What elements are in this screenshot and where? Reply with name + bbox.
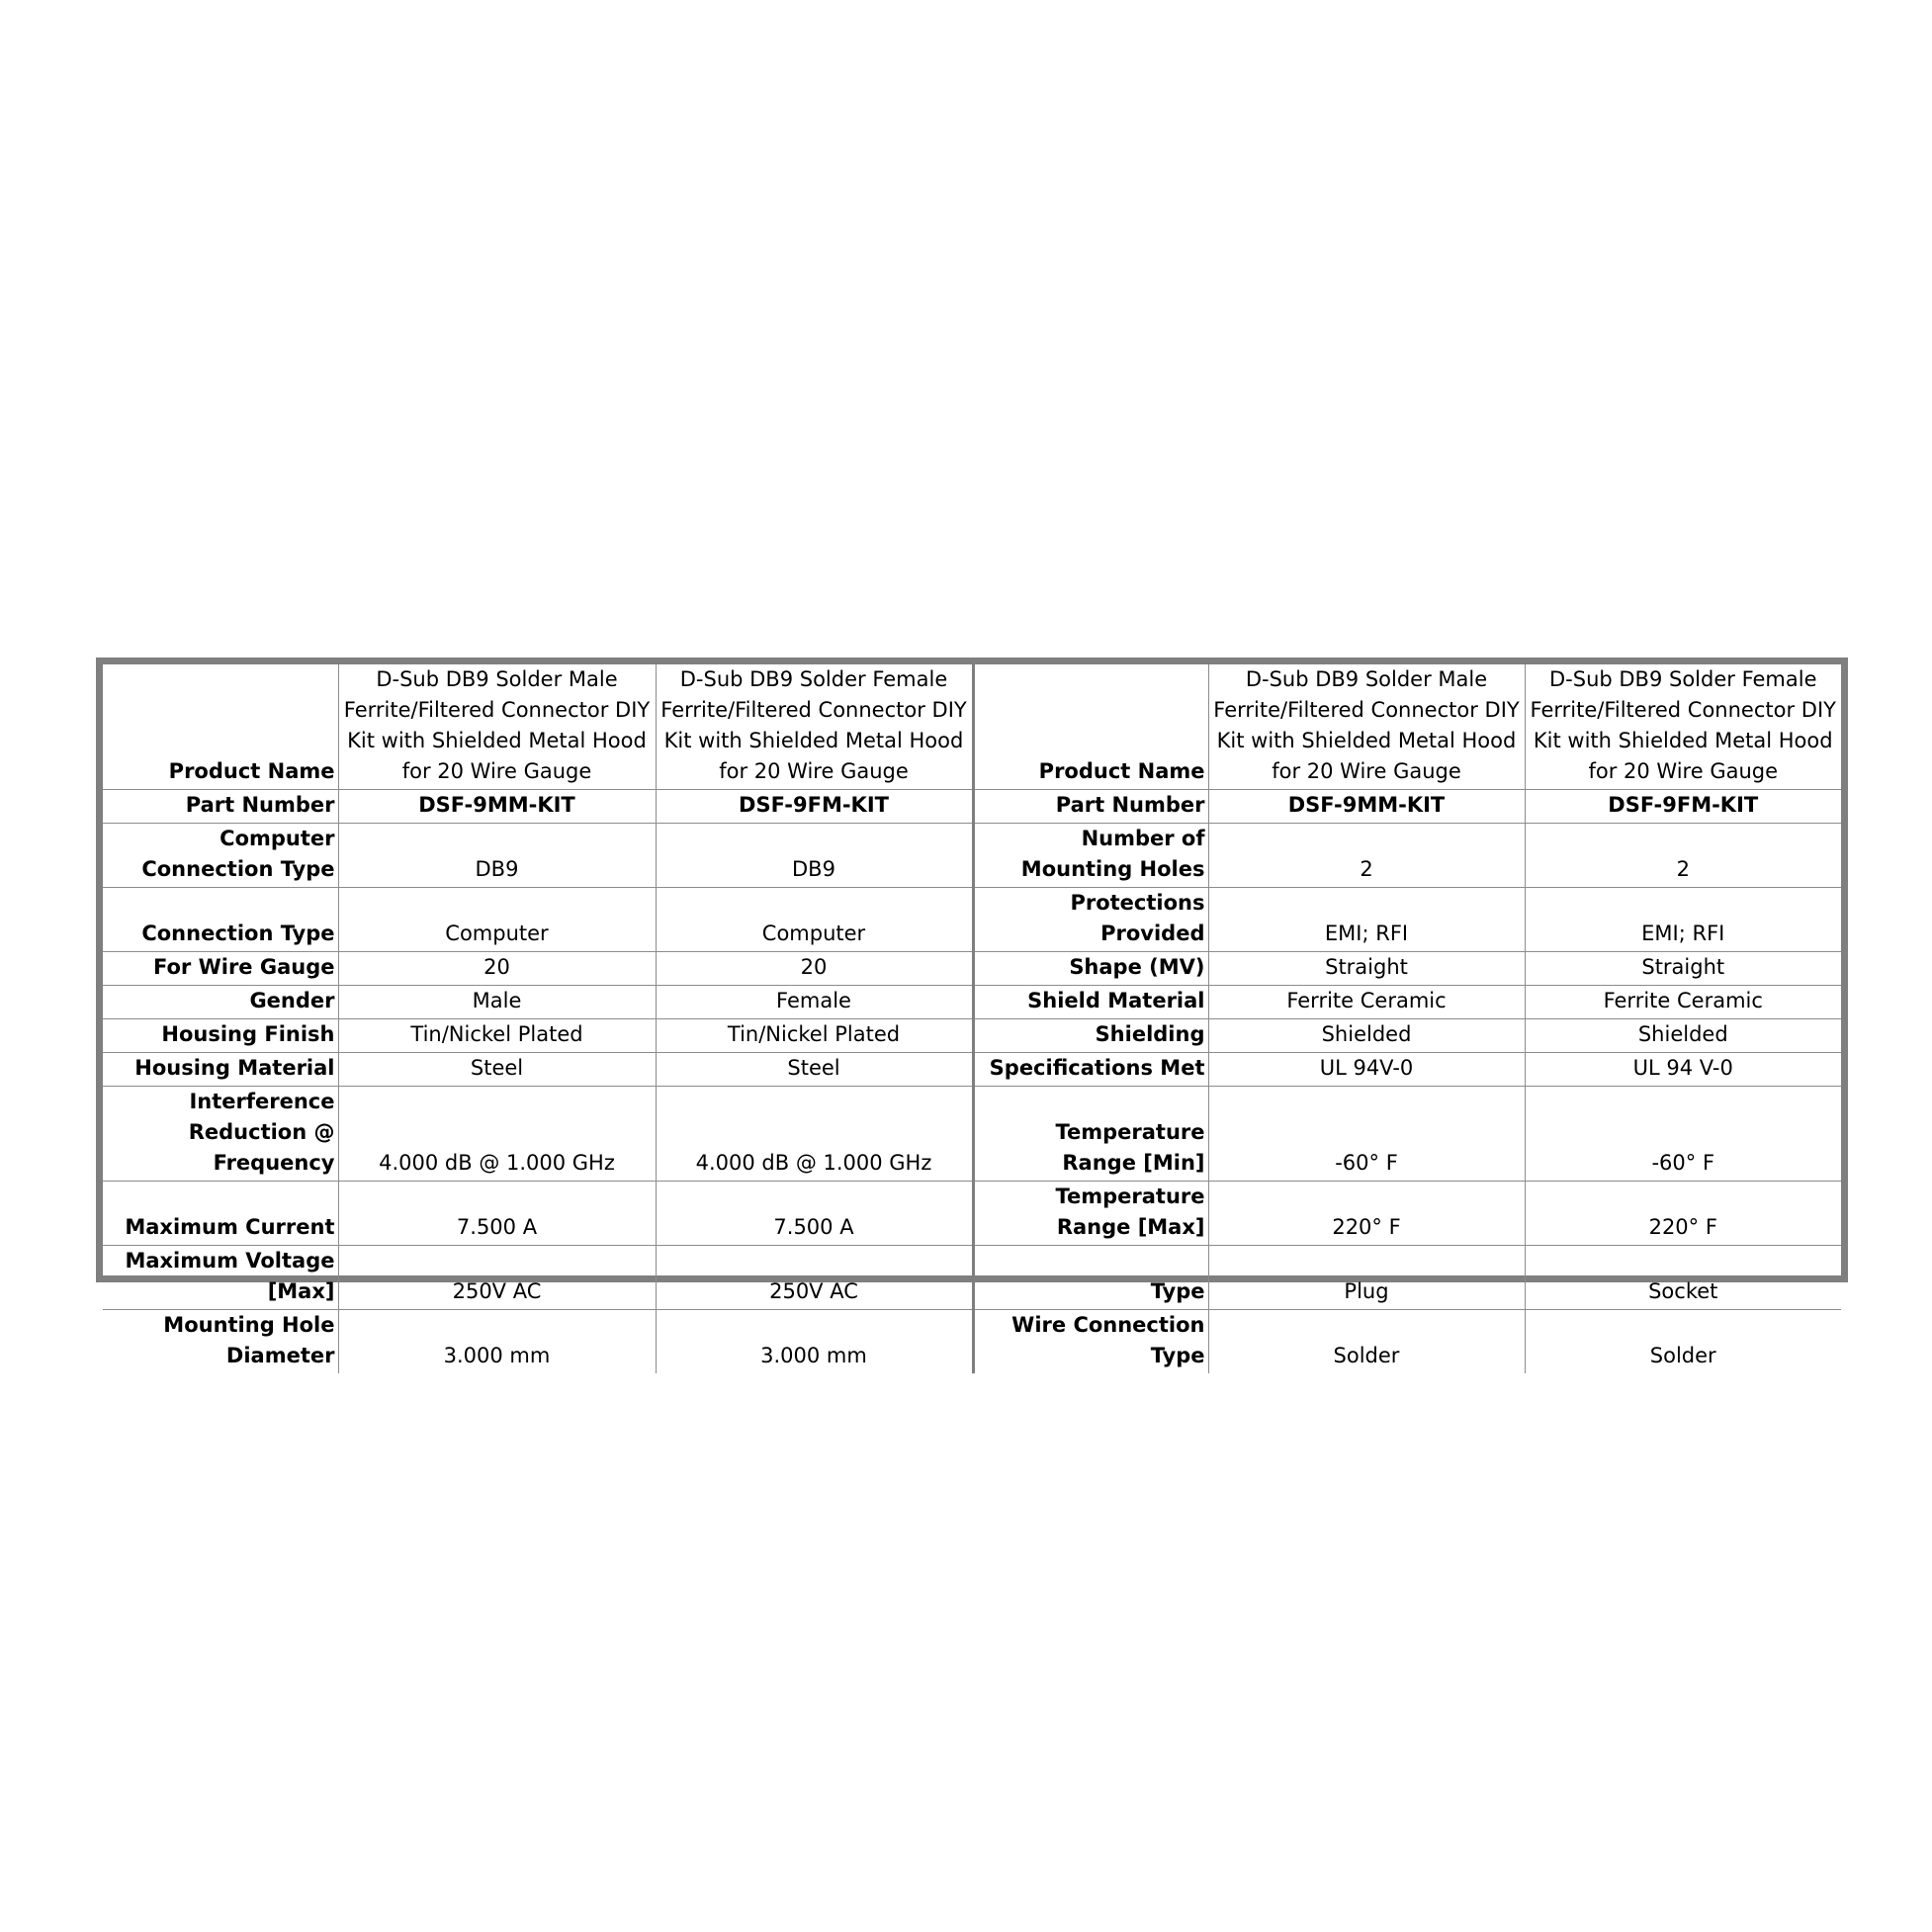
right-value-female: Socket: [1525, 1246, 1841, 1310]
right-label: Temperature Range [Max]: [973, 1182, 1208, 1246]
right-value-male: Ferrite Ceramic: [1208, 986, 1525, 1019]
right-value-female: D-Sub DB9 Solder Female Ferrite/Filtered Connector DIY Kit with Shielded Metal Hood for 20 Wire Gauge: [1525, 664, 1841, 790]
right-label: Type: [973, 1246, 1208, 1310]
left-label: Housing Finish: [103, 1019, 338, 1053]
right-value-male: Shielded: [1208, 1019, 1525, 1053]
right-label: Shape (MV): [973, 952, 1208, 986]
right-value-male: D-Sub DB9 Solder Male Ferrite/Filtered Connector DIY Kit with Shielded Metal Hood for 20 Wire Gauge: [1208, 664, 1525, 790]
right-value-male: UL 94V-0: [1208, 1053, 1525, 1087]
right-label: Number of Mounting Holes: [973, 824, 1208, 888]
row-product-name: [103, 664, 1841, 790]
right-value-female: EMI; RFI: [1525, 888, 1841, 952]
row-spec: [103, 824, 1841, 888]
right-value-male: -60° F: [1208, 1087, 1525, 1182]
right-value-female: Straight: [1525, 952, 1841, 986]
right-value-female: 220° F: [1525, 1182, 1841, 1246]
row-spec: [103, 1182, 1841, 1246]
left-label: Housing Material: [103, 1053, 338, 1087]
right-value-male: 220° F: [1208, 1182, 1525, 1246]
left-label: Product Name: [103, 664, 338, 790]
right-value-male: Straight: [1208, 952, 1525, 986]
row-spec: [103, 888, 1841, 952]
left-value-female: Steel: [656, 1053, 973, 1087]
left-label: Maximum Voltage [Max]: [103, 1246, 338, 1310]
left-value-female: 3.000 mm: [656, 1310, 973, 1374]
right-label: Part Number: [973, 790, 1208, 824]
row-spec: [103, 1087, 1841, 1182]
left-label: Maximum Current: [103, 1182, 338, 1246]
left-value-female: DB9: [656, 824, 973, 888]
left-value-male: 20: [338, 952, 656, 986]
left-value-male: DB9: [338, 824, 656, 888]
left-value-male: 3.000 mm: [338, 1310, 656, 1374]
left-value-male: Tin/Nickel Plated: [338, 1019, 656, 1053]
right-label: Temperature Range [Min]: [973, 1087, 1208, 1182]
row-spec: [103, 1310, 1841, 1374]
left-value-female: Computer: [656, 888, 973, 952]
left-value-female: DSF-9FM-KIT: [656, 790, 973, 824]
right-label: Shield Material: [973, 986, 1208, 1019]
left-value-male: 4.000 dB @ 1.000 GHz: [338, 1087, 656, 1182]
left-value-male: 7.500 A: [338, 1182, 656, 1246]
row-spec: [103, 1246, 1841, 1310]
right-value-female: Ferrite Ceramic: [1525, 986, 1841, 1019]
left-label: Connection Type: [103, 888, 338, 952]
row-spec: [103, 986, 1841, 1019]
left-value-female: 250V AC: [656, 1246, 973, 1310]
left-label: Gender: [103, 986, 338, 1019]
right-value-female: UL 94 V-0: [1525, 1053, 1841, 1087]
right-value-male: 2: [1208, 824, 1525, 888]
right-value-male: EMI; RFI: [1208, 888, 1525, 952]
left-label: Part Number: [103, 790, 338, 824]
left-value-female: D-Sub DB9 Solder Female Ferrite/Filtered Connector DIY Kit with Shielded Metal Hood for 20 Wire Gauge: [656, 664, 973, 790]
left-value-male: D-Sub DB9 Solder Male Ferrite/Filtered Connector DIY Kit with Shielded Metal Hood for 20 Wire Gauge: [338, 664, 656, 790]
left-label: Interference Reduction @ Frequency: [103, 1087, 338, 1182]
right-value-female: Solder: [1525, 1310, 1841, 1374]
right-value-female: -60° F: [1525, 1087, 1841, 1182]
spec-table-frame: [96, 658, 1848, 1367]
left-label: Computer Connection Type: [103, 824, 338, 888]
row-part-number: [103, 790, 1841, 824]
row-spec: [103, 1019, 1841, 1053]
right-label: Shielding: [973, 1019, 1208, 1053]
left-value-female: 4.000 dB @ 1.000 GHz: [656, 1087, 973, 1182]
left-label: For Wire Gauge: [103, 952, 338, 986]
right-label: Specifications Met: [973, 1053, 1208, 1087]
right-value-female: DSF-9FM-KIT: [1525, 790, 1841, 824]
right-label: Wire Connection Type: [973, 1310, 1208, 1374]
right-value-male: DSF-9MM-KIT: [1208, 790, 1525, 824]
left-value-female: 20: [656, 952, 973, 986]
spec-table: [103, 664, 1841, 1373]
right-label: Product Name: [973, 664, 1208, 790]
left-value-male: DSF-9MM-KIT: [338, 790, 656, 824]
left-value-male: Steel: [338, 1053, 656, 1087]
left-value-female: Tin/Nickel Plated: [656, 1019, 973, 1053]
left-value-male: Male: [338, 986, 656, 1019]
left-value-female: Female: [656, 986, 973, 1019]
row-spec: [103, 1053, 1841, 1087]
left-value-female: 7.500 A: [656, 1182, 973, 1246]
right-value-female: Shielded: [1525, 1019, 1841, 1053]
right-label: Protections Provided: [973, 888, 1208, 952]
left-value-male: 250V AC: [338, 1246, 656, 1310]
left-value-male: Computer: [338, 888, 656, 952]
right-value-female: 2: [1525, 824, 1841, 888]
right-value-male: Solder: [1208, 1310, 1525, 1374]
right-value-male: Plug: [1208, 1246, 1525, 1310]
left-label: Mounting Hole Diameter: [103, 1310, 338, 1374]
row-spec: [103, 952, 1841, 986]
